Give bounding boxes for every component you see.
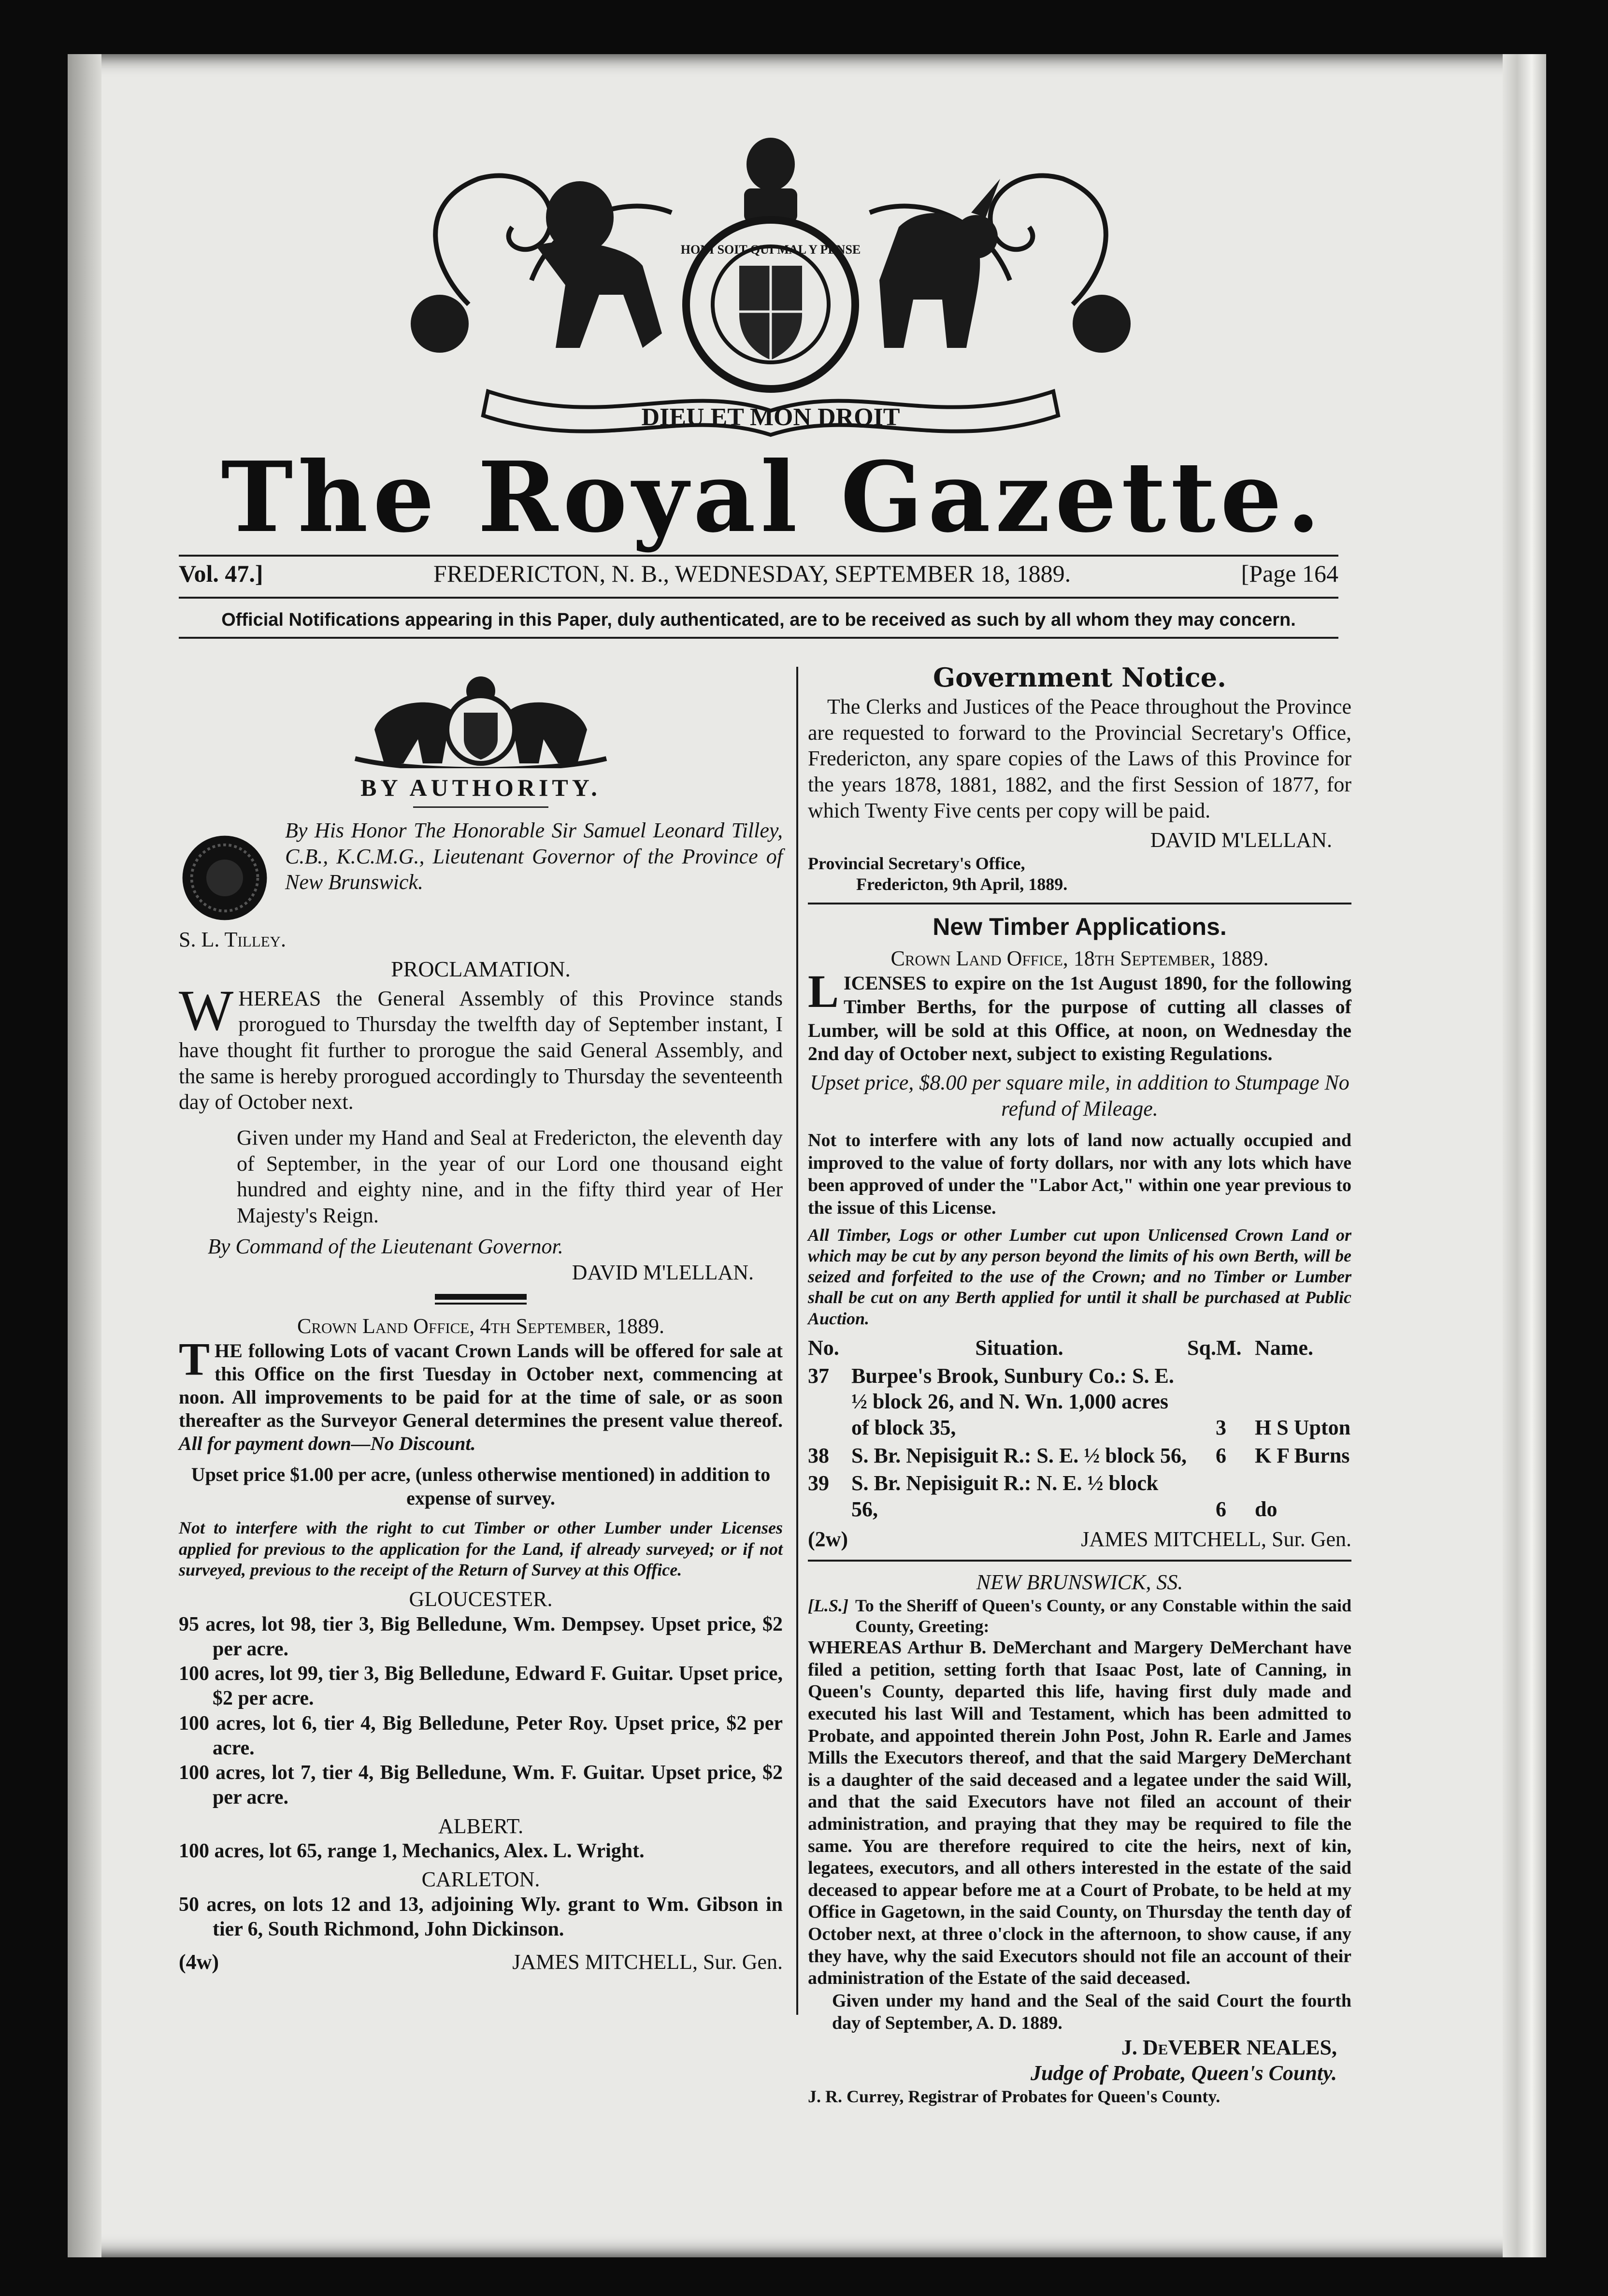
lot-item: 95 acres, lot 98, tier 3, Big Belledune, Wm. Dempsey. Upset price, $2 per acre.: [179, 1613, 783, 1660]
masthead-rule-top: [179, 555, 1338, 557]
book-spine: [68, 54, 101, 2257]
proclamation-body: [179, 977, 783, 1115]
timber-notice: [808, 965, 1351, 1066]
berth-no: 37: [808, 1363, 829, 1388]
crown-land-office-date: Crown Land Office, 4th September, 1889.: [297, 1314, 664, 1338]
lieutenant-governor-title: By His Honor The Honorable Sir Samuel Leonard Tilley, C.B., K.C.M.G., Lieutenant Governor of the Province of New Brunswick.: [285, 818, 783, 894]
lots-text: HE following Lots of vacant Crown Lands will be offered for sale at this Office on the first Tuesday in October next, commencing at noon. All improvements to be paid for at the time of sale, or as soon thereafter as the Surveyor General determines the present value thereof.: [179, 1339, 783, 1431]
royal-crest-icon: [372, 121, 1169, 459]
volume-number: Vol. 47.]: [179, 560, 263, 587]
by-command: By Command of the Lieutenant Governor.: [208, 1234, 563, 1258]
drop-cap-l: L: [808, 965, 839, 1017]
column-divider: [796, 667, 798, 2015]
column-header: Name.: [1255, 1335, 1313, 1360]
authority-rule: [413, 806, 548, 808]
right-column: [808, 662, 1351, 2107]
signature-neales: J. DeVEBER NEALES,: [1121, 2035, 1337, 2059]
lot-item: 100 acres, lot 6, tier 4, Big Belledune, Peter Roy. Upset price, $2 per acre.: [179, 1712, 783, 1759]
column-header: Situation.: [975, 1335, 1063, 1360]
signature-mitchell: JAMES MITCHELL, Sur. Gen.: [512, 1950, 783, 1974]
government-notice-heading: Government Notice.: [933, 662, 1226, 693]
judge-of-probate-title: Judge of Probate, Queen's County.: [1031, 2061, 1337, 2085]
signature-mclellan-2: DAVID M'LELLAN.: [1150, 828, 1332, 852]
insertion-code: (4w): [179, 1950, 219, 1974]
timber-not-to-interfere: Not to interfere with any lots of land now actually occupied and improved to the value of forty dollars, nor with any lots which have been approved of under the "Labor Act," within one year previous to the issue of this License.: [808, 1130, 1351, 1218]
table-row: [808, 1469, 1351, 1523]
berth-situation: S. Br. Nepisiguit R.: S. E. ½ block 56,: [851, 1443, 1187, 1467]
lots-notice: [179, 1333, 783, 1455]
berth-no: 38: [808, 1443, 829, 1467]
signature-mitchell-2: JAMES MITCHELL, Sur. Gen.: [1081, 1527, 1351, 1551]
upset-price: Upset price $1.00 per acre, (unless otherwise mentioned) in addition to expense of survey.: [191, 1463, 771, 1509]
signature-mclellan: DAVID M'LELLAN.: [572, 1260, 754, 1284]
garter-motto: HONI SOIT QUI MAL Y PENSE: [680, 243, 861, 257]
timber-text: ICENSES to expire on the 1st August 1890, for the following Timber Berths, for the purpose of cutting all classes of Lumber, will be sold at this Office, at noon, on Wednesday the 2nd day of October next, subject to existing Regulations.: [808, 972, 1351, 1065]
masthead-rule-middle: [179, 597, 1338, 599]
berth-name: K F Burns: [1255, 1443, 1350, 1467]
drop-cap-t: T: [179, 1333, 210, 1385]
table-header-row: [808, 1334, 1351, 1362]
probate-citation-body: WHEREAS Arthur B. DeMerchant and Margery DeMerchant have filed a petition, setting forth that Isaac Post, late of Canning, in Queen's County, departed this life, having first duly made and executed his last Will and Testament, which has been admitted to Probate, and appointed therein John Post, John R. Earle and James Mills the Executors thereof, and that the said Margery DeMerchant is a daughter of the said deceased and a legatee under the said Will, and that the said Executors have not filed an account of their administration, and praying that they may be required to file the same. You are therefore required to cite the heirs, next of kin, legatees, executors, and all others interested in the estate of the said deceased to appear before me at a Court of Probate, to be held at my Office in Gagetown, in the said County, on Thursday the tenth day of October next, at three o'clock in the afternoon, to show cause, if any they have, why the said Executors should not file an account of their administration of the Estate of the said deceased.: [808, 1637, 1351, 1989]
new-brunswick-heading: NEW BRUNSWICK, SS.: [976, 1570, 1183, 1594]
left-footer: [179, 1949, 783, 1975]
page-edge: [1503, 54, 1546, 2257]
berth-name: do: [1255, 1497, 1278, 1521]
column-header: Sq.M.: [1187, 1335, 1242, 1360]
new-timber-applications-heading: New Timber Applications.: [933, 913, 1227, 941]
insertion-code: (2w): [808, 1527, 848, 1551]
proclamation-heading: PROCLAMATION.: [391, 956, 571, 981]
table-row: [808, 1362, 1351, 1442]
left-column: [179, 662, 783, 1975]
locus-sigilli: [L.S.]: [808, 1595, 848, 1615]
lot-item: 100 acres, lot 99, tier 3, Big Belledune, Edward F. Guitar. Upset price, $2 per acre.: [179, 1663, 783, 1710]
section-separator: [808, 1560, 1351, 1562]
section-ornament-rule: [435, 1294, 527, 1305]
berth-situation: S. Br. Nepisiguit R.: N. E. ½ block 56,: [851, 1471, 1159, 1521]
timber-footer: [808, 1526, 1351, 1552]
section-heading-albert: ALBERT.: [438, 1814, 524, 1838]
berth-square-miles: 3: [1216, 1415, 1226, 1439]
lot-item: 50 acres, on lots 12 and 13, adjoining Wly. grant to Wm. Gibson in tier 6, South Richmond, John Dickinson.: [179, 1894, 783, 1941]
section-separator: [808, 903, 1351, 904]
provincial-secretary-date: Fredericton, 9th April, 1889.: [856, 875, 1068, 894]
newspaper-title: The Royal Gazette.: [221, 441, 1325, 554]
small-royal-arms-icon: [345, 672, 616, 768]
given-under-hand: Given under my Hand and Seal at Fredericton, the eleventh day of September, in the year of our Lord one thousand eight hundred and eighty nine, and in the fifty third year of Her Majesty's Reign.: [237, 1126, 783, 1228]
signature-tilley: S. L. Tilley.: [179, 928, 286, 951]
dateline: [179, 560, 1338, 593]
lots-payment-terms: All for payment down—No Discount.: [179, 1432, 476, 1454]
by-authority-heading: BY AUTHORITY.: [360, 774, 601, 801]
table-row: [808, 1442, 1351, 1470]
drop-cap-w: W: [179, 977, 234, 1042]
lot-item: 100 acres, lot 65, range 1, Mechanics, Alex. L. Wright.: [179, 1840, 645, 1863]
timber-all-lumber-note: All Timber, Logs or other Lumber cut upon Unlicensed Crown Land or which may be cut by any person beyond the limits of his own Berth, will be seized and forfeited to the use of the Crown; and no Timber or Lumber shall be cut on any Berth applied for until it shall be purchased at Public Auction.: [808, 1225, 1351, 1328]
provincial-secretary-office: Provincial Secretary's Office,: [808, 853, 1025, 873]
column-header: No.: [808, 1335, 839, 1360]
berth-square-miles: 6: [1216, 1443, 1226, 1467]
registrar-line: J. R. Currey, Registrar of Probates for Queen's County.: [808, 2086, 1220, 2106]
masthead-rule-bottom: [179, 637, 1338, 639]
official-seal-icon: [179, 832, 271, 924]
probate-given: Given under my hand and the Seal of the said Court the fourth day of September, A. D. 1889.: [832, 1990, 1351, 2034]
government-notice-body: The Clerks and Justices of the Peace throughout the Province are requested to forward to the Provincial Secretary's Office, Fredericton, any spare copies of the Laws of this Province for the years 1878, 1881, 1882, and the first Session of 1877, for which Twenty Five cents per copy will be paid.: [808, 694, 1351, 822]
section-heading-carleton: CARLETON.: [421, 1867, 540, 1892]
berth-situation: Burpee's Brook, Sunbury Co.: S. E. ½ block 26, and N. Wn. 1,000 acres of block 35,: [851, 1363, 1174, 1439]
berth-name: H S Upton: [1255, 1415, 1351, 1439]
official-notifications-line: Official Notifications appearing in this Paper, duly authenticated, are to be received as such by all whom they may concern.: [221, 610, 1296, 630]
section-heading-gloucester: GLOUCESTER.: [409, 1587, 553, 1611]
timber-office-date: Crown Land Office, 18th September, 1889.: [890, 947, 1269, 971]
motto-banner: DIEU ET MON DROIT: [641, 403, 900, 431]
timber-upset-price: Upset price, $8.00 per square mile, in addition to Stumpage No refund of Mileage.: [810, 1071, 1350, 1120]
probate-address: [808, 1595, 1351, 1637]
berth-square-miles: 6: [1216, 1497, 1226, 1521]
timber-berths-table: [808, 1334, 1351, 1523]
proclamation-text: HEREAS the General Assembly of this Province stands prorogued to Thursday the twelfth day of September instant, I have thought fit further to prorogue the said General Assembly, and the same is hereby prorogued accordingly to Thursday the seventeenth day of October next.: [179, 986, 783, 1114]
probate-address-text: To the Sheriff of Queen's County, or any Constable within the said County, Greeting:: [855, 1595, 1351, 1636]
place-and-date: FREDERICTON, N. B., WEDNESDAY, SEPTEMBER 18, 1889.: [433, 560, 1071, 587]
berth-no: 39: [808, 1471, 829, 1495]
lot-item: 100 acres, lot 7, tier 4, Big Belledune, Wm. F. Guitar. Upset price, $2 per acre.: [179, 1762, 783, 1809]
not-to-interfere-note: Not to interfere with the right to cut Timber or other Lumber under Licenses applied for previous to the application for the Land, if already surveyed; or if not surveyed, previous to the receipt of the Return of Survey at this Office.: [179, 1518, 783, 1579]
page-number: [Page 164: [1241, 560, 1338, 587]
